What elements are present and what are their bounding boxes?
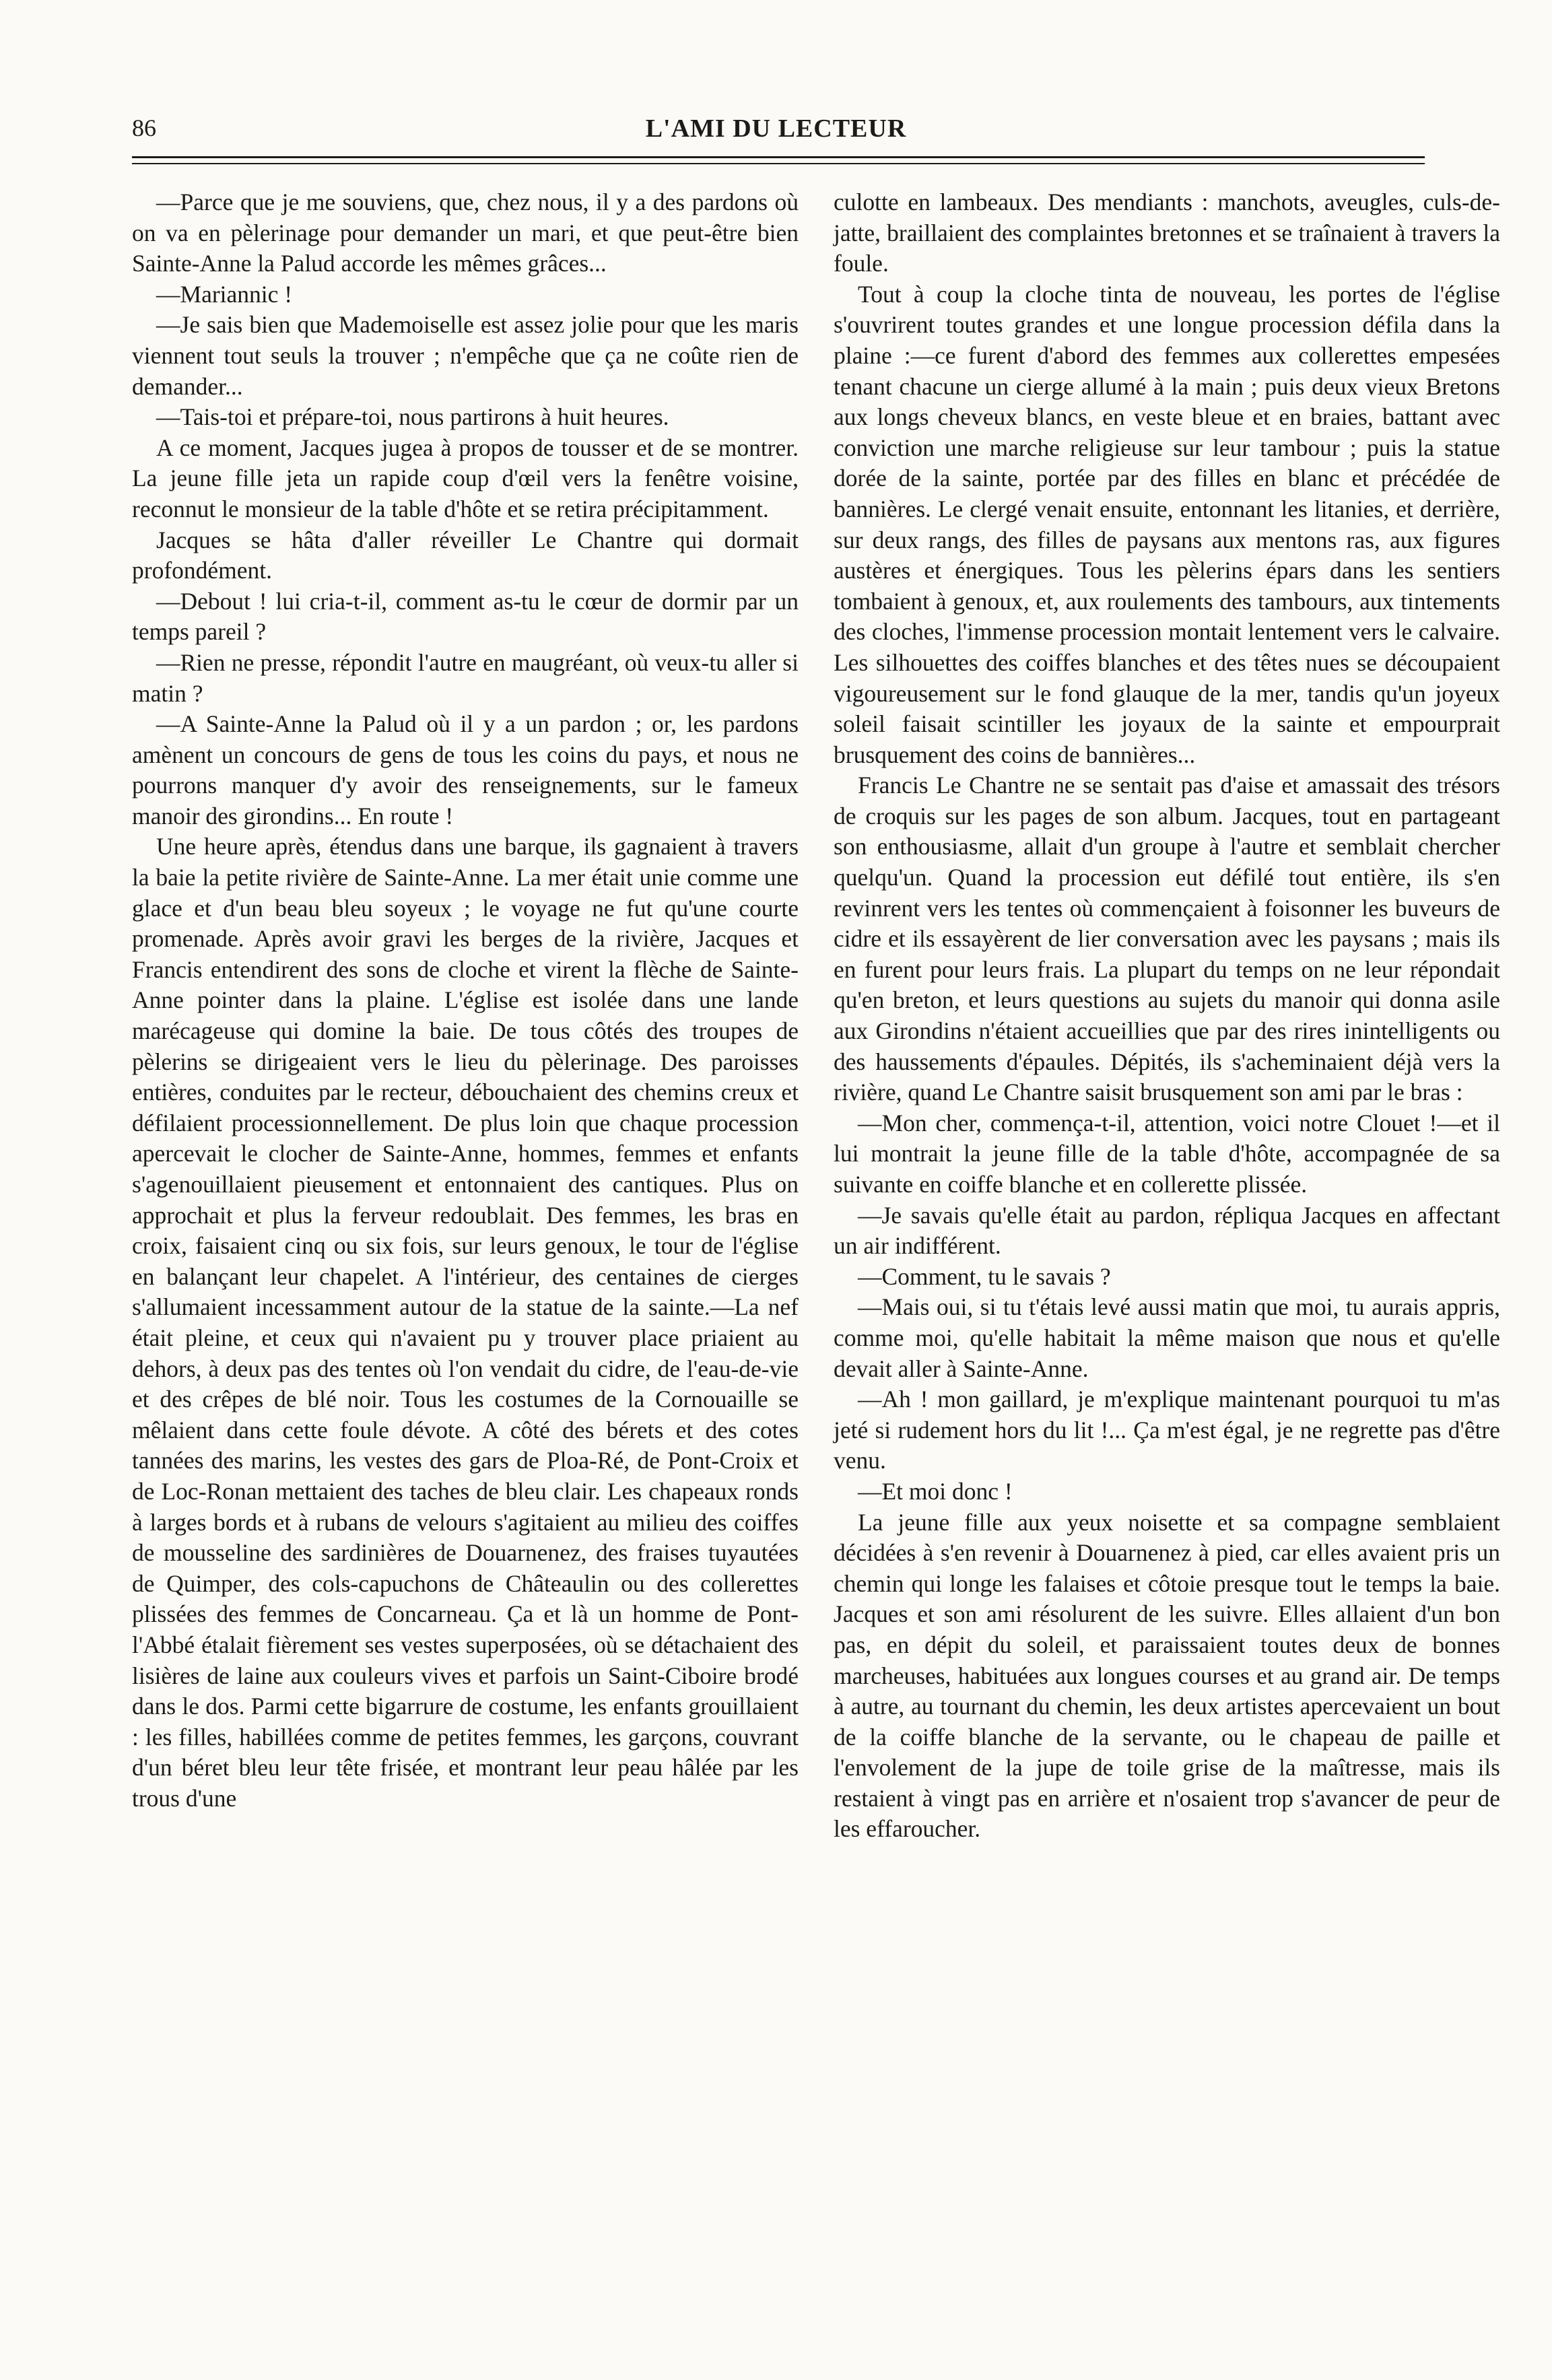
- right-paragraph: Tout à coup la cloche tinta de nouveau, les portes de l'église s'ouvrirent toutes grandes et une longue procession défila dans la plaine :—ce furent d'abord des femmes aux collerettes empesées tenant chacune un cierge allumé à la main ; puis deux vieux Bretons aux longs cheveux blancs, en veste bleue et en braies, battant avec conviction une marche religieuse sur leur tambour ; puis la statue dorée de la sainte, portée par des filles en blanc et précédée de bannières. Le clergé venait ensuite, entonnant les litanies, et derrière, sur deux rangs, des filles de paysans aux mentons ras, aux figures austères et énergiques. Tous les pèlerins épars dans les sentiers tombaient à genoux, et, aux roulements des tambours, aux tintements des cloches, l'immense procession montait lentement vers le calvaire. Les silhouettes des coiffes blanches et des têtes nues se découpaient vigoureusement sur le fond glauque de la mer, tandis qu'un joyeux soleil faisait scintiller les joyaux de la sainte et empourprait brusquement des coins de bannières...: [834, 280, 1500, 768]
- left-paragraph: —Je sais bien que Mademoiselle est assez jolie pour que les maris viennent tout seuls la trouver ; n'empêche que ça ne coûte rien de demander...: [132, 311, 799, 400]
- page-number: 86: [132, 114, 156, 141]
- header-rule-top: [132, 156, 1425, 158]
- running-title: L'AMI DU LECTEUR: [645, 114, 907, 143]
- left-paragraph: —Parce que je me souviens, que, chez nous, il y a des pardons où on va en pèlerinage pour demander un mari, et que peut-être bien Sainte-Anne la Palud accorde les mêmes grâces...: [132, 189, 799, 277]
- right-paragraph: La jeune fille aux yeux noisette et sa compagne semblaient décidées à s'en revenir à Douarnenez à pied, car elles avaient pris un chemin qui longe les falaises et côtoie presque tout le temps la baie. Jacques et son ami résolurent de les suivre. Elles allaient d'un bon pas, en dépit du soleil, et paraissaient toutes deux de bonnes marcheuses, habituées aux longues courses et au grand air. De temps à autre, au tournant du chemin, les deux artistes apercevaient un bout de la coiffe blanche de la servante, ou le chapeau de paille et l'envolement de la jupe de toile grise de la maîtresse, mais ils restaient à vingt pas en arrière et n'osaient trop s'avancer de peur de les effaroucher.: [834, 1508, 1500, 1843]
- left-paragraph: —Tais-toi et prépare-toi, nous partirons à huit heures.: [156, 403, 669, 431]
- right-column: [834, 187, 1500, 1845]
- right-paragraph: —Mais oui, si tu t'étais levé aussi matin que moi, tu aurais appris, comme moi, qu'elle habitait la même maison que nous et qu'elle devait aller à Sainte-Anne.: [834, 1293, 1500, 1382]
- right-paragraph: —Ah ! mon gaillard, je m'explique maintenant pourquoi tu m'as jeté si rudement hors du lit !... Ça m'est égal, je ne regrette pas d'être venu.: [834, 1386, 1500, 1474]
- right-paragraph: —Je savais qu'elle était au pardon, répliqua Jacques en affectant un air indifférent.: [834, 1201, 1500, 1260]
- left-column: [132, 187, 799, 1814]
- right-paragraph: —Et moi donc !: [858, 1477, 1013, 1505]
- right-paragraph: —Mon cher, commença-t-il, attention, voici notre Clouet !—et il lui montrait la jeune fille de la table d'hôte, accompagnée de sa suivante en coiffe blanche et en collerette plissée.: [834, 1109, 1500, 1198]
- right-continuation: culotte en lambeaux. Des mendiants : manchots, aveugles, culs-de-jatte, braillaient des complaintes bretonnes et se traînaient à travers la foule.: [834, 189, 1500, 277]
- left-paragraph: Une heure après, étendus dans une barque, ils gagnaient à travers la baie la petite rivière de Sainte-Anne. La mer était unie comme une glace et d'un beau bleu soyeux ; le voyage ne fut qu'une courte promenade. Après avoir gravi les berges de la rivière, Jacques et Francis entendirent des sons de cloche et virent la flèche de Sainte-Anne pointer dans la plaine. L'église est isolée dans une lande marécageuse qui domine la baie. De tous côtés des troupes de pèlerins se dirigeaient vers le lieu du pèlerinage. Des paroisses entières, conduites par le recteur, débouchaient des chemins creux et défilaient processionnellement. De plus loin que chaque procession apercevait le clocher de Sainte-Anne, hommes, femmes et enfants s'agenouillaient pieusement et entonnaient des cantiques. Plus on approchait et plus la ferveur redoublait. Des femmes, les bras en croix, faisaient cinq ou six fois, sur leurs genoux, le tour de l'église en balançant leur chapelet. A l'intérieur, des centaines de cierges s'allumaient incessamment autour de la statue de la sainte.—La nef était pleine, et ceux qui n'avaient pu y trouver place priaient au dehors, à deux pas des tentes où l'on vendait du cidre, de l'eau-de-vie et des crêpes de blé noir. Tous les costumes de la Cornouaille se mêlaient dans cette foule dévote. A côté des bérets et des cotes tannées des marins, les vestes des gars de Ploa-Ré, de Pont-Croix et de Loc-Ronan mettaient des taches de bleu clair. Les chapeaux ronds à larges bords et à rubans de velours s'agitaient au milieu des coiffes de mousseline des sardinières de Douarnenez, des fraises tuyautées de Quimper, des cols-capuchons de Châteaulin ou des collerettes plissées des femmes de Concarneau. Ça et là un homme de Pont-l'Abbé étalait fièrement ses vestes superposées, où se détachaient des lisières de laine aux couleurs vives et parfois un Saint-Ciboire brodé dans le dos. Parmi cette bigarrure de costume, les enfants grouillaient : les filles, habillées comme de petites femmes, les garçons, couvrant d'un béret bleu leur tête frisée, et montrant leur peau hâlée par les trous d'une: [132, 833, 799, 1812]
- left-paragraph: —Mariannic !: [156, 280, 293, 308]
- left-paragraph: —A Sainte-Anne la Palud où il y a un pardon ; or, les pardons amènent un concours de gens de tous les coins du pays, et nous ne pourrons manquer d'y avoir des renseignements, sur le fameux manoir des girondins... En route !: [132, 710, 799, 829]
- header-rule-bottom: [132, 163, 1425, 164]
- left-paragraph: —Debout ! lui cria-t-il, comment as-tu le cœur de dormir par un temps pareil ?: [132, 587, 799, 646]
- left-paragraph: A ce moment, Jacques jugea à propos de tousser et de se montrer. La jeune fille jeta un rapide coup d'œil vers la fenêtre voisine, reconnut le monsieur de la table d'hôte et se retira précipitamment.: [132, 434, 799, 522]
- left-paragraph: Jacques se hâta d'aller réveiller Le Chantre qui dormait profondément.: [132, 526, 799, 584]
- right-paragraph: —Comment, tu le savais ?: [858, 1262, 1111, 1290]
- right-paragraph: Francis Le Chantre ne se sentait pas d'aise et amassait des trésors de croquis sur les pages de son album. Jacques, tout en partageant son enthousiasme, allait d'un groupe à l'autre et semblait chercher quelqu'un. Quand la procession eut défilé tout entière, ils s'en revinrent vers les tentes où commençaient à foisonner les buveurs de cidre et ils essayèrent de lier conversation avec les paysans ; mais ils en furent pour leurs frais. La plupart du temps on ne leur répondait qu'en breton, et leurs questions au sujets du manoir qui donna asile aux Girondins n'étaient accueillies que par des rires inintelligents ou des haussements d'épaules. Dépités, ils s'acheminaient déjà vers la rivière, quand Le Chantre saisit brusquement son ami par le bras :: [834, 772, 1500, 1106]
- left-paragraph: —Rien ne presse, répondit l'autre en maugréant, où veux-tu aller si matin ?: [132, 648, 799, 707]
